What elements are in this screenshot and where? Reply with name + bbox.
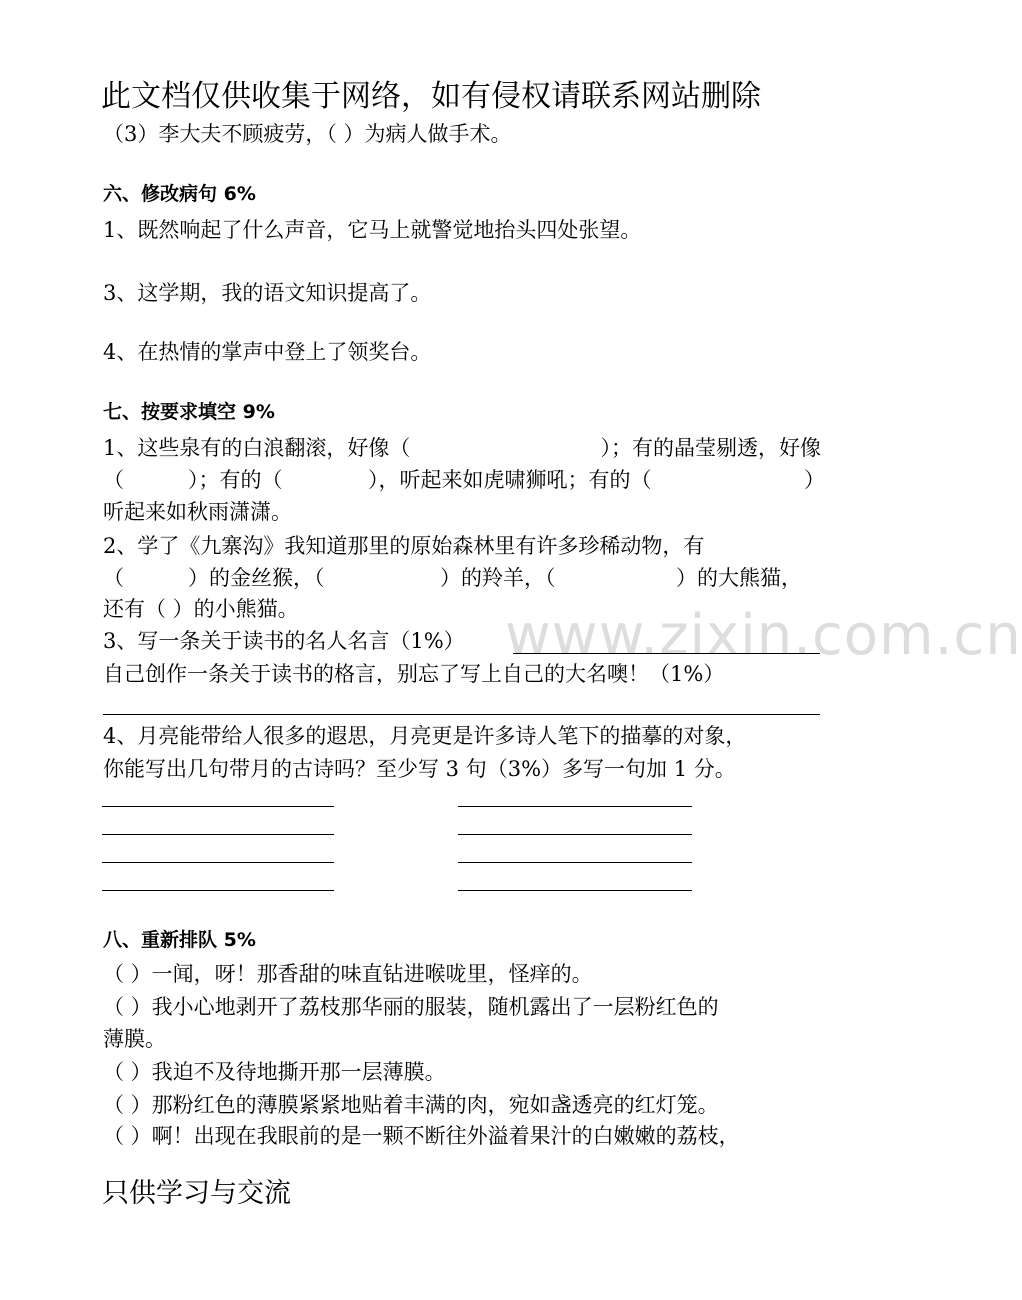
poem-line-left-2 xyxy=(102,834,334,835)
section-8-item-3: （ ）我迫不及待地撕开那一层薄膜。 xyxy=(103,1060,446,1084)
poem-line-left-4 xyxy=(102,890,334,891)
q4-line-1: 4、月亮能带给人很多的遐思，月亮更是许多诗人笔下的描摹的对象， xyxy=(103,724,747,748)
poem-line-right-3 xyxy=(458,862,692,863)
section-8-item-4: （ ）那粉红色的薄膜紧紧地贴着丰满的肉，宛如盏透亮的红灯笼。 xyxy=(103,1093,719,1117)
section-6-item-1: 1、既然响起了什么声音，它马上就警觉地抬头四处张望。 xyxy=(103,218,642,242)
section-7-title: 七、按要求填空 9% xyxy=(103,401,275,423)
q2-line-3: 还有（ ）的小熊猫。 xyxy=(103,597,299,621)
q3-answer-line-2 xyxy=(103,714,820,715)
section-8-item-5: （ ）啊！出现在我眼前的是一颗不断往外溢着果汁的白嫩嫩的荔枝， xyxy=(103,1124,740,1148)
header-note: 此文档仅供收集于网络，如有侵权请联系网站删除 xyxy=(101,79,761,114)
footer-note: 只供学习与交流 xyxy=(102,1178,291,1209)
q2-line-1: 2、学了《九寨沟》我知道那里的原始森林里有许多珍稀动物，有 xyxy=(103,534,705,558)
q1-line-3: 听起来如秋雨潇潇。 xyxy=(103,500,292,524)
q1-line-1-b: ）；有的晶莹剔透，好像 xyxy=(600,436,821,460)
poem-line-right-4 xyxy=(458,890,692,891)
section-6-item-3: 3、这学期，我的语文知识提高了。 xyxy=(103,281,432,305)
q1-line-2-a: （ xyxy=(103,468,124,492)
intro-line: （3）李大夫不顾疲劳，（ ）为病人做手术。 xyxy=(103,122,512,146)
q1-line-2-d: ） xyxy=(804,468,825,492)
q1-line-2-b: ）；有的（ xyxy=(188,468,283,492)
section-8-title: 八、重新排队 5% xyxy=(103,929,256,951)
q2-line-2-c: ）的羚羊，（ xyxy=(440,566,556,590)
section-8-item-2: （ ）我小心地剥开了荔枝那华丽的服装，随机露出了一层粉红色的 xyxy=(103,995,719,1019)
q3-line-1: 3、写一条关于读书的名人名言（1%） xyxy=(103,629,465,653)
poem-line-left-3 xyxy=(102,862,334,863)
q1-line-2-c: ），听起来如虎啸狮吼；有的（ xyxy=(368,468,652,492)
section-6-title: 六、修改病句 6% xyxy=(103,183,256,205)
section-6-item-4: 4、在热情的掌声中登上了领奖台。 xyxy=(103,340,432,364)
poem-line-left-1 xyxy=(102,806,334,807)
q1-line-1 xyxy=(103,434,821,462)
q2-line-2-a: （ xyxy=(103,566,124,590)
section-8-item-2-cont: 薄膜。 xyxy=(103,1027,166,1051)
poem-line-right-1 xyxy=(458,806,692,807)
section-8-item-1: （ ）一闻，呀！那香甜的味直钻进喉咙里，怪痒的。 xyxy=(103,962,593,986)
q4-line-2: 你能写出几句带月的古诗吗？至少写 3 句（3%）多写一句加 1 分。 xyxy=(103,757,736,781)
watermark: www.zixin.com.cn xyxy=(505,603,1022,668)
q3-line-2: 自己创作一条关于读书的格言，别忘了写上自己的大名噢！（1%） xyxy=(103,662,725,686)
q2-line-2-b: ）的金丝猴，（ xyxy=(188,566,325,590)
q2-line-2-d: ）的大熊猫， xyxy=(676,566,802,590)
q3-answer-line-1 xyxy=(513,653,820,654)
poem-line-right-2 xyxy=(458,834,692,835)
q1-line-1-a: 1、这些泉有的白浪翻滚，好像（ xyxy=(103,436,411,460)
